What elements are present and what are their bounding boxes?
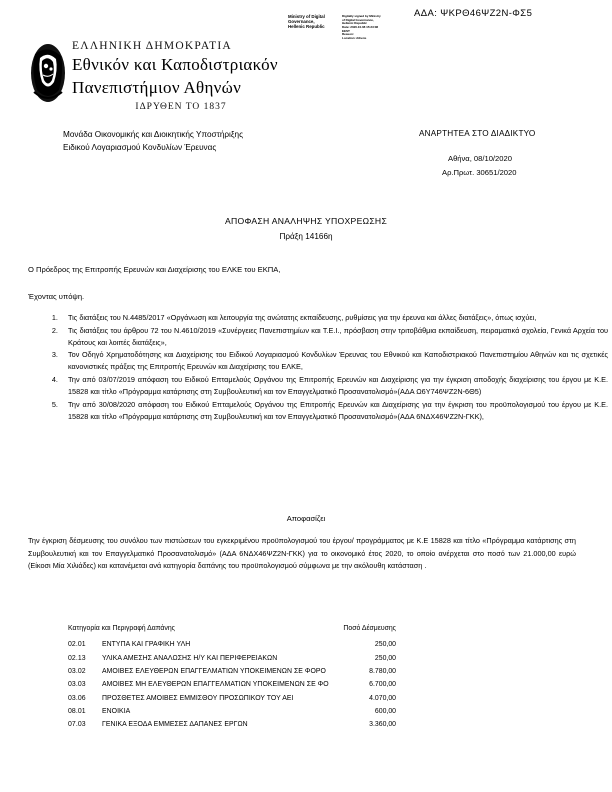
table-row — [66, 678, 396, 691]
issuing-unit — [63, 129, 243, 154]
cell-description: ΓΕΝΙΚΑ ΕΞΟΔΑ ΕΜΜΕΣΕΣ ΔΑΠΑΝΕΣ ΕΡΓΩΝ — [102, 721, 248, 729]
legal-basis-list — [28, 312, 608, 423]
cell-amount: 4.070,00 — [369, 694, 396, 702]
table-row — [66, 692, 396, 705]
cell-description: ΥΛΙΚΑ ΑΜΕΣΗΣ ΑΝΑΛΩΣΗΣ Η/Υ ΚΑΙ ΠΕΡΙΦΕΡΕΙΑΚΩΝ — [102, 654, 278, 662]
cell-description: ΠΡΟΣΘΕΤΕΣ ΑΜΟΙΒΕΣ ΕΜΜΙΣΘΟΥ ΠΡΟΣΩΠΙΚΟΥ ΤΟΥ ΑΕΙ — [102, 694, 294, 702]
ada-code-header: ΑΔΑ: ΨΚΡΘ46ΨΖ2Ν-ΦΣ5 — [414, 8, 533, 19]
protocol-number: Αρ.Πρωτ. 30651/2020 — [442, 168, 517, 177]
list-item: 3. Τον Οδηγό Χρηματοδότησης και Διαχείρισης του Ειδικού Λογαριασμού Κονδυλίων Έρευνας του Εθνικού και Καποδιστριακού Πανεπιστημίου Αθηνών και τις σχετικές κανονιστικές πράξεις της Επιτροπής Ερευνών και Διαχείρισης του ΕΛΚΕ, — [60, 349, 608, 373]
table-header-row — [66, 624, 396, 638]
table-row — [66, 718, 396, 731]
intro-line: Ο Πρόεδρος της Επιτροπής Ερευνών και Διαχείρισης του ΕΛΚΕ του ΕΚΠΑ, — [28, 265, 281, 274]
budget-table — [66, 624, 396, 732]
letterhead — [72, 40, 322, 112]
unit-line-2: Ειδικού Λογαριασμού Κονδυλίων Έρευνας — [63, 142, 217, 152]
page-title: ΑΠΟΦΑΣΗ ΑΝΑΛΗΨΗΣ ΥΠΟΧΡΕΩΣΗΣ — [224, 216, 388, 226]
letterhead-university-line1: Εθνικόν και Καποδιστριακόν — [72, 55, 278, 74]
table-row — [66, 665, 396, 678]
table-head — [66, 624, 396, 638]
city-date: Αθήνα, 08/10/2020 — [448, 154, 512, 163]
page-subtitle: Πράξη 14166η — [279, 232, 333, 241]
signature-authority: Ministry of Digital Governance, Hellenic Republic — [288, 14, 325, 29]
list-item: 5. Την από 30/08/2020 απόφαση του Ειδικού Επταμελούς Οργάνου της Επιτροπής Ερευνών και Διαχείρισης για την έγκριση του προϋπολογισμού του έργου με Κ.Ε. 15828 και τίτλο «Πρόγραμμα κατάρτισης στη Συμβουλευτική και τον Επαγγελματικό Προσανατολισμό»(ΑΔΑ 6ΝΔΧ46ΨΖ2Ν-ΓΚΚ), — [60, 399, 608, 423]
cell-code: 02.13 — [68, 654, 86, 662]
cell-code: 02.01 — [68, 641, 86, 649]
list-item: 2. Τις διατάξεις του άρθρου 72 του Ν.4610/2019 «Συνέργειες Πανεπιστημίων και Τ.Ε.Ι., πρόσβαση στην τριτοβάθμια εκπαίδευση, πειραματικά σχολεία, Γενικά Αρχεία του Κράτους και λοιπές διατάξεις», — [60, 325, 608, 349]
signature-details: Digitally signed by Ministry of Digital Governance, Hellenic Republic Date: 2020.10.08 15:23:08 EEST Reason: Location: Athens — [342, 14, 381, 40]
cell-description: ΕΝΟΙΚΙΑ — [102, 708, 131, 716]
cell-amount: 6.700,00 — [369, 681, 396, 689]
letterhead-university-line2: Πανεπιστήμιον Αθηνών — [72, 78, 242, 97]
list-item: 1. Τις διατάξεις του Ν.4485/2017 «Οργάνωση και λειτουργία της ανώτατης εκπαίδευσης, ρυθμίσεις για την έρευνα και άλλες διατάξεις», όπως ισχύει, — [60, 312, 608, 324]
cell-code: 08.01 — [68, 708, 86, 716]
cell-description: ΕΝΤΥΠΑ ΚΑΙ ΓΡΑΦΙΚΗ ΥΛΗ — [102, 641, 191, 649]
cell-code: 03.03 — [68, 681, 86, 689]
column-header-amount: Ποσό Δέσμευσης — [343, 625, 396, 632]
digital-signature-stamp — [288, 15, 406, 40]
table-row — [66, 705, 396, 718]
table-row — [66, 638, 396, 651]
list-item: 4. Την από 03/07/2019 απόφαση του Ειδικού Επταμελούς Οργάνου της Επιτροπής Ερευνών και Διαχείρισης για την έγκριση αποδοχής διαχείρισης του έργου με Κ.Ε. 15828 και τίτλο «Πρόγραμμα κατάρτισης στη Συμβουλευτική και τον Επαγγελματικό Προσανατολισμό»(ΑΔΑ Ω6Υ746ΨΖ2Ν-6Θ5) — [60, 374, 608, 398]
table-row — [66, 651, 396, 664]
unit-line-1: Μονάδα Οικονομικής και Διοικητικής Υποστήριξης — [63, 130, 244, 139]
cell-code: 03.06 — [68, 694, 86, 702]
cell-amount: 3.360,00 — [369, 721, 396, 729]
column-header-category: Κατηγορία και Περιγραφή Δαπάνης — [68, 625, 175, 632]
letterhead-founded: ΙΔΡΥΘΕΝ ΤΟ 1837 — [135, 102, 227, 112]
publication-notice: ΑΝΑΡΤΗΤΕΑ ΣΤΟ ΔΙΑΔΙΚΤΥΟ — [419, 129, 536, 138]
cell-code: 07.03 — [68, 721, 86, 729]
cell-description: ΑΜΟΙΒΕΣ ΜΗ ΕΛΕΥΘΕΡΩΝ ΕΠΑΓΓΕΛΜΑΤΙΩΝ ΥΠΟΚΕΙΜΕΝΩΝ ΣΕ ΦΟ — [102, 681, 329, 689]
cell-amount: 250,00 — [374, 654, 396, 662]
cell-description: ΑΜΟΙΒΕΣ ΕΛΕΥΘΕΡΩΝ ΕΠΑΓΓΕΛΜΑΤΙΩΝ ΥΠΟΚΕΙΜΕΝΩΝ ΣΕ ΦΟΡΟ — [102, 667, 326, 675]
decision-body-paragraph: Την έγκριση δέσμευσης του συνόλου των πιστώσεων του εγκεκριμένου προϋπολογισμού του έργου/ προγράμματος με Κ.Ε 15828 και τίτλο «Πρόγραμμα κατάρτισης στη Συμβουλευτική και τον Επαγγελματικό Προσανατολισμό» (ΑΔΑ 6ΝΔΧ46ΨΖ2Ν-ΓΚΚ) για το οικονομικό έτος 2020, το οποίο ανέρχεται στο ποσό των 21.000,00 ευρώ (Είκοσι Μία Χιλιάδες) και κατανέμεται ανά κατηγορία δαπάνης του προϋπολογισμού σύμφωνα με την ακόλουθη κατάσταση . — [28, 536, 576, 571]
university-emblem-icon — [26, 42, 70, 104]
cell-amount: 8.780,00 — [369, 667, 396, 675]
having-regard-line: Έχοντας υπόψη. — [28, 292, 85, 301]
decides-heading: Αποφασίζει — [286, 514, 326, 523]
cell-code: 03.02 — [68, 667, 86, 675]
cell-amount: 600,00 — [374, 708, 396, 716]
letterhead-republic: ΕΛΛΗΝΙΚΗ ΔΗΜΟΚΡΑΤΙΑ — [72, 40, 232, 52]
cell-amount: 250,00 — [374, 641, 396, 649]
table-body — [66, 638, 396, 732]
